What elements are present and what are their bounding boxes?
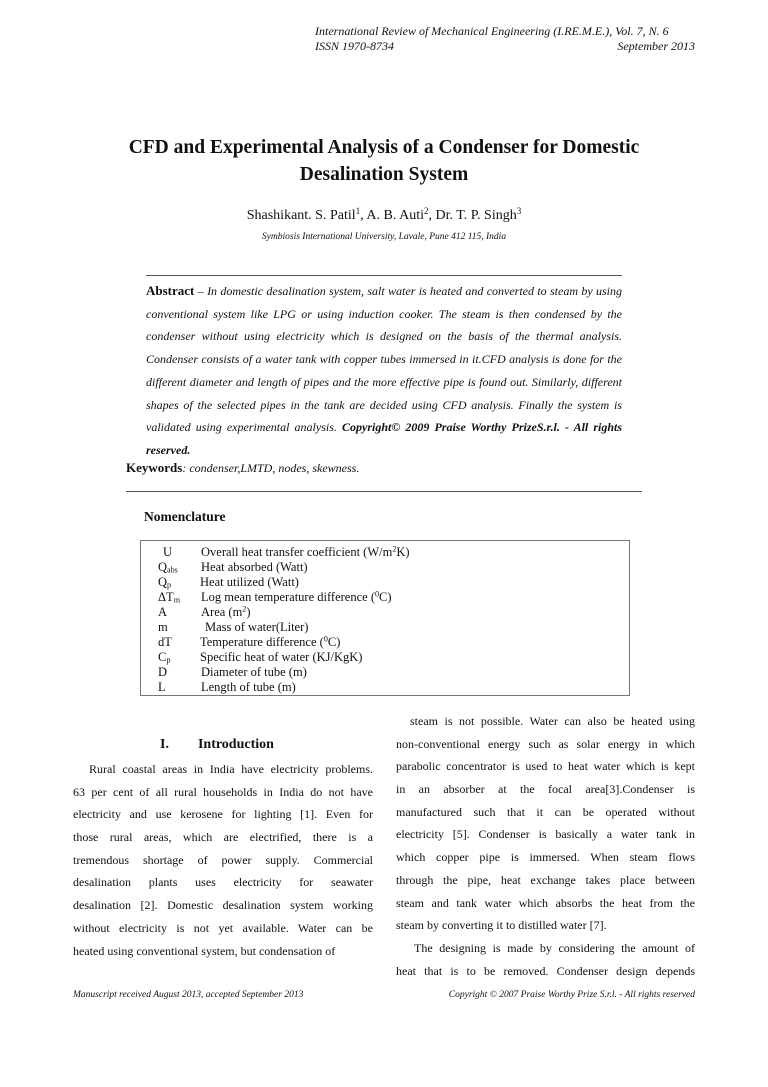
abstract-dash: – bbox=[194, 284, 208, 298]
abstract-copyright: Copyright© 2009 Praise Worthy PrizeS.r.l. - All rights reserved. bbox=[146, 420, 623, 457]
nomenclature-definition: Mass of water(Liter) bbox=[205, 620, 309, 634]
abstract bbox=[146, 280, 622, 462]
keywords-bottom-rule bbox=[126, 491, 642, 492]
nomenclature-definition: Overall heat transfer coefficient $(W/m^2K)$ bbox=[201, 544, 410, 559]
abstract-top-rule bbox=[146, 275, 622, 276]
nomenclature-symbol: A bbox=[158, 605, 168, 619]
paper-title-line-1: CFD and Experimental Analysis of a Condenser for Domestic bbox=[128, 137, 640, 158]
text-line: Rural coastal areas in India have electricity problems. bbox=[89, 762, 373, 776]
author-name: Dr. T. P. Singh bbox=[435, 208, 517, 223]
text-line: steam is not possible. Water can also be heated using bbox=[410, 714, 695, 728]
section-title: Introduction bbox=[197, 737, 274, 752]
text-line: non-conventional energy such as solar energy in which bbox=[396, 736, 695, 751]
nomenclature-title: Nomenclature bbox=[144, 509, 226, 524]
author-affiliation-mark: 2 bbox=[424, 206, 429, 216]
text-line: heat that is to be removed. Condenser design depends bbox=[396, 963, 695, 978]
text-line: electricity [5]. Condenser is basically a water tank in bbox=[396, 827, 695, 842]
text-line: manufactured such that it can be operated without bbox=[396, 804, 695, 819]
text-line: electricity and use kerosene for lighting [1]. Even for bbox=[73, 807, 373, 822]
author-name: Shashikant. S. Patil bbox=[246, 208, 356, 223]
nomenclature-definition: Area $(m^2)$ bbox=[201, 604, 251, 619]
nomenclature-symbol: $Q_p$ bbox=[158, 575, 172, 590]
nomenclature-symbol: $C_p$ bbox=[158, 650, 171, 665]
author-list bbox=[80, 208, 688, 224]
nomenclature-definition: Heat absorbed (Watt) bbox=[201, 560, 308, 574]
footer-copyright: Copyright © 2007 Praise Worthy Prize S.r.l. - All rights reserved bbox=[448, 990, 695, 1000]
nomenclature-symbol: $Q_{abs}$ bbox=[158, 560, 178, 575]
text-line: heated using conventional system, but condensation of bbox=[73, 943, 336, 958]
journal-header: International Review of Mechanical Engineering (I.RE.M.E.), Vol. 7, N. 6 bbox=[315, 24, 669, 38]
author-name: A. B. Auti bbox=[366, 208, 424, 223]
text-line: steam by converting it to distilled water [7]. bbox=[396, 918, 607, 933]
keywords-text: : condenser,LMTD, nodes, skewness. bbox=[182, 461, 360, 475]
text-line: parabolic concentrator is used to heat water which is kept bbox=[396, 759, 695, 774]
section-heading bbox=[160, 737, 274, 753]
issue-date: September 2013 bbox=[617, 39, 695, 53]
issn-label: ISSN 1970-8734 bbox=[315, 39, 394, 53]
left-column-text bbox=[73, 758, 373, 962]
nomenclature-symbol: m bbox=[158, 620, 168, 634]
text-line: those rural areas, which are electrified, there is a bbox=[73, 830, 373, 845]
author-separator: , bbox=[428, 208, 436, 223]
nomenclature-box bbox=[140, 540, 630, 696]
text-line: steam and tank water which absorbs the heat from the bbox=[396, 895, 695, 910]
author-affiliation-mark: 1 bbox=[355, 206, 361, 216]
author-affiliation-mark: 3 bbox=[516, 206, 522, 216]
text-line: 63 per cent of all rural households in India do not have bbox=[73, 784, 373, 799]
footer-manuscript-note: Manuscript received August 2013, accepted September 2013 bbox=[73, 990, 304, 1000]
nomenclature-symbol: $\Delta T_m$ bbox=[158, 590, 180, 605]
paper-title bbox=[80, 134, 688, 188]
text-line: through the pipe, heat exchange takes place between bbox=[396, 872, 695, 887]
nomenclature-definition: Diameter of tube (m) bbox=[201, 665, 307, 679]
nomenclature-symbol: D bbox=[158, 665, 168, 679]
text-line: desalination [2]. Domestic desalination system working bbox=[73, 898, 373, 913]
nomenclature-definition: Temperature difference ($^0$C) bbox=[200, 634, 341, 649]
section-number: I. bbox=[160, 737, 169, 752]
paper-title-line-2: Desalination System bbox=[299, 164, 469, 185]
text-line: which copper pipe is immersed. When steam flows bbox=[396, 850, 695, 865]
nomenclature-definition: Log mean temperature difference ($^0$C) bbox=[201, 589, 392, 604]
author-affiliation: Symbiosis International University, Lavale, Pune 412 115, India bbox=[261, 232, 507, 242]
abstract-text: In domestic desalination system, salt water is heated and converted to steam by using conventional system like LPG or using induction cooker. The steam is then condensed by the condenser without using electricity which is designed on the basis of the thermal analysis. Condenser consists of a water tank with copper tubes immersed in it.CFD analysis is done for the different diameter and length of pipes and the more effective pipe is found out. Similarly, different shapes of the selected pipes in the tank are decided using CFD analysis. Finally the system is validated using experimental analysis. bbox=[146, 284, 623, 435]
text-line: tremendous shortage of power supply. Commercial bbox=[73, 852, 373, 867]
right-column-text bbox=[396, 710, 695, 982]
keywords bbox=[126, 460, 359, 476]
nomenclature-definition: Length of tube (m) bbox=[201, 680, 296, 694]
keywords-label: Keywords bbox=[126, 460, 183, 475]
text-line: without electricity is not yet available. Water can be bbox=[73, 920, 373, 935]
nomenclature-symbol: L bbox=[158, 680, 166, 694]
text-line: desalination plants uses electricity for seawater bbox=[73, 875, 373, 890]
nomenclature-definition: Heat utilized (Watt) bbox=[200, 575, 299, 589]
nomenclature-definition: Specific heat of water (KJ/KgK) bbox=[200, 650, 363, 664]
text-line: The designing is made by considering the amount of bbox=[414, 940, 695, 955]
nomenclature-symbol: dT bbox=[158, 635, 172, 649]
text-line: in an absorber at the focal area[3].Condenser is bbox=[396, 782, 695, 797]
nomenclature-symbol: U bbox=[163, 545, 173, 559]
abstract-label: Abstract bbox=[146, 283, 195, 298]
author-separator: , bbox=[360, 208, 367, 223]
